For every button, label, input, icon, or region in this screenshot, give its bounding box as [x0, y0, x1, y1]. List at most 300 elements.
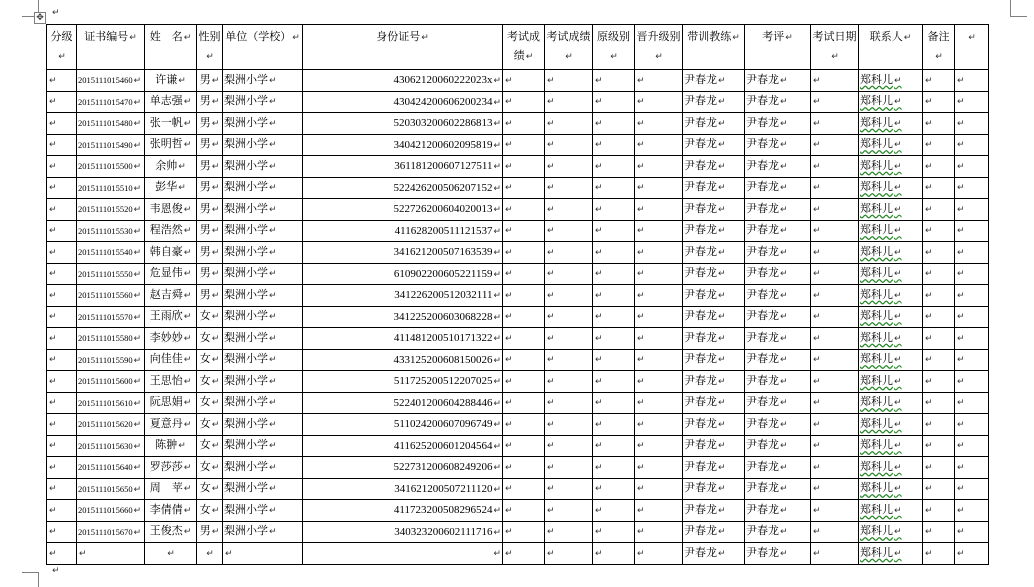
cell-empty[interactable]	[635, 156, 683, 178]
cell-empty[interactable]	[635, 521, 683, 543]
cell-examiner[interactable]	[745, 113, 811, 135]
cell-school[interactable]	[223, 220, 303, 242]
cell-contact[interactable]	[859, 156, 923, 178]
cell-empty[interactable]	[955, 349, 989, 371]
cell-school[interactable]	[223, 543, 303, 565]
cell-empty[interactable]	[503, 543, 545, 565]
cell-contact[interactable]	[859, 349, 923, 371]
cell-empty[interactable]	[593, 392, 635, 414]
cell-empty[interactable]	[593, 500, 635, 522]
cell-contact[interactable]	[859, 134, 923, 156]
cell-empty[interactable]	[47, 285, 77, 307]
cell-school[interactable]	[223, 91, 303, 113]
cell-empty[interactable]	[545, 349, 593, 371]
cell-empty[interactable]	[47, 371, 77, 393]
cell-name[interactable]	[145, 156, 197, 178]
cell-school[interactable]	[223, 199, 303, 221]
cell-empty[interactable]	[923, 392, 955, 414]
cell-examiner[interactable]	[745, 414, 811, 436]
cell-empty[interactable]	[811, 263, 859, 285]
cell-gender[interactable]	[197, 435, 223, 457]
cell-empty[interactable]	[503, 70, 545, 92]
cell-cert[interactable]	[77, 285, 145, 307]
cell-contact[interactable]	[859, 242, 923, 264]
cell-empty[interactable]	[811, 220, 859, 242]
cell-gender[interactable]	[197, 113, 223, 135]
cell-empty[interactable]	[955, 177, 989, 199]
cell-gender[interactable]	[197, 91, 223, 113]
cell-cert[interactable]	[77, 457, 145, 479]
cell-empty[interactable]	[545, 306, 593, 328]
cell-school[interactable]	[223, 113, 303, 135]
cell-empty[interactable]	[811, 134, 859, 156]
cell-empty[interactable]	[47, 156, 77, 178]
cell-empty[interactable]	[635, 70, 683, 92]
cell-empty[interactable]	[47, 435, 77, 457]
cell-empty[interactable]	[955, 543, 989, 565]
cell-empty[interactable]	[545, 285, 593, 307]
cell-empty[interactable]	[955, 220, 989, 242]
cell-empty[interactable]	[811, 521, 859, 543]
cell-empty[interactable]	[593, 70, 635, 92]
cell-examiner[interactable]	[745, 177, 811, 199]
cell-id[interactable]	[303, 70, 503, 92]
cell-coach[interactable]	[683, 242, 745, 264]
cell-school[interactable]	[223, 306, 303, 328]
cell-empty[interactable]	[955, 156, 989, 178]
cell-school[interactable]	[223, 435, 303, 457]
cell-coach[interactable]	[683, 414, 745, 436]
cell-name[interactable]	[145, 242, 197, 264]
cell-empty[interactable]	[503, 220, 545, 242]
cell-empty[interactable]	[635, 392, 683, 414]
cell-examiner[interactable]	[745, 134, 811, 156]
cell-examiner[interactable]	[745, 306, 811, 328]
cell-examiner[interactable]	[745, 521, 811, 543]
cell-contact[interactable]	[859, 199, 923, 221]
cell-empty[interactable]	[47, 91, 77, 113]
cell-id[interactable]	[303, 263, 503, 285]
cell-coach[interactable]	[683, 478, 745, 500]
cell-name[interactable]	[145, 328, 197, 350]
cell-empty[interactable]	[635, 435, 683, 457]
cell-gender[interactable]	[197, 156, 223, 178]
cell-empty[interactable]	[635, 371, 683, 393]
cell-empty[interactable]	[503, 500, 545, 522]
cell-school[interactable]	[223, 392, 303, 414]
cell-school[interactable]	[223, 263, 303, 285]
cell-cert[interactable]	[77, 156, 145, 178]
cell-empty[interactable]	[923, 134, 955, 156]
cell-empty[interactable]	[955, 414, 989, 436]
cell-empty[interactable]	[593, 177, 635, 199]
cell-gender[interactable]	[197, 521, 223, 543]
cell-empty[interactable]	[955, 134, 989, 156]
cell-name[interactable]	[145, 263, 197, 285]
cell-empty[interactable]	[955, 371, 989, 393]
cell-empty[interactable]	[811, 91, 859, 113]
cell-empty[interactable]	[593, 521, 635, 543]
cell-empty[interactable]	[593, 91, 635, 113]
cell-empty[interactable]	[593, 328, 635, 350]
cell-empty[interactable]	[545, 328, 593, 350]
cell-id[interactable]	[303, 392, 503, 414]
cell-coach[interactable]	[683, 392, 745, 414]
cell-examiner[interactable]	[745, 392, 811, 414]
cell-contact[interactable]	[859, 328, 923, 350]
cell-school[interactable]	[223, 349, 303, 371]
cell-gender[interactable]	[197, 414, 223, 436]
cell-gender[interactable]	[197, 543, 223, 565]
cell-gender[interactable]	[197, 242, 223, 264]
cell-empty[interactable]	[923, 328, 955, 350]
cell-empty[interactable]	[545, 70, 593, 92]
cell-contact[interactable]	[859, 177, 923, 199]
cell-id[interactable]	[303, 220, 503, 242]
cell-gender[interactable]	[197, 478, 223, 500]
cell-name[interactable]	[145, 177, 197, 199]
cell-examiner[interactable]	[745, 285, 811, 307]
cell-school[interactable]	[223, 500, 303, 522]
cell-empty[interactable]	[503, 263, 545, 285]
cell-empty[interactable]	[503, 478, 545, 500]
cell-empty[interactable]	[635, 91, 683, 113]
cell-coach[interactable]	[683, 371, 745, 393]
cell-empty[interactable]	[47, 306, 77, 328]
cell-cert[interactable]	[77, 543, 145, 565]
cell-empty[interactable]	[545, 478, 593, 500]
cell-cert[interactable]	[77, 134, 145, 156]
cell-empty[interactable]	[635, 113, 683, 135]
cell-cert[interactable]	[77, 328, 145, 350]
cell-coach[interactable]	[683, 91, 745, 113]
cell-empty[interactable]	[545, 414, 593, 436]
cell-empty[interactable]	[923, 220, 955, 242]
cell-cert[interactable]	[77, 392, 145, 414]
cell-empty[interactable]	[545, 220, 593, 242]
cell-empty[interactable]	[47, 521, 77, 543]
cell-empty[interactable]	[47, 414, 77, 436]
cell-empty[interactable]	[545, 500, 593, 522]
cell-empty[interactable]	[923, 70, 955, 92]
cell-empty[interactable]	[635, 349, 683, 371]
cell-empty[interactable]	[545, 91, 593, 113]
cell-school[interactable]	[223, 156, 303, 178]
cell-name[interactable]	[145, 414, 197, 436]
cell-cert[interactable]	[77, 435, 145, 457]
cell-empty[interactable]	[503, 521, 545, 543]
cell-id[interactable]	[303, 435, 503, 457]
cell-empty[interactable]	[955, 285, 989, 307]
cell-empty[interactable]	[593, 113, 635, 135]
cell-name[interactable]	[145, 70, 197, 92]
cell-school[interactable]	[223, 328, 303, 350]
cell-id[interactable]	[303, 349, 503, 371]
cell-empty[interactable]	[545, 392, 593, 414]
cell-coach[interactable]	[683, 134, 745, 156]
cell-empty[interactable]	[503, 199, 545, 221]
cell-empty[interactable]	[955, 242, 989, 264]
cell-empty[interactable]	[503, 306, 545, 328]
cell-empty[interactable]	[503, 435, 545, 457]
cell-empty[interactable]	[923, 435, 955, 457]
cell-name[interactable]	[145, 521, 197, 543]
cell-empty[interactable]	[811, 500, 859, 522]
cell-school[interactable]	[223, 521, 303, 543]
cell-empty[interactable]	[955, 521, 989, 543]
cell-empty[interactable]	[503, 414, 545, 436]
cell-cert[interactable]	[77, 500, 145, 522]
cell-empty[interactable]	[955, 91, 989, 113]
cell-id[interactable]	[303, 457, 503, 479]
cell-empty[interactable]	[635, 306, 683, 328]
cell-gender[interactable]	[197, 349, 223, 371]
cell-empty[interactable]	[47, 242, 77, 264]
cell-empty[interactable]	[635, 543, 683, 565]
cell-empty[interactable]	[811, 70, 859, 92]
cell-school[interactable]	[223, 242, 303, 264]
cell-school[interactable]	[223, 134, 303, 156]
cell-name[interactable]	[145, 478, 197, 500]
cell-empty[interactable]	[811, 328, 859, 350]
cell-empty[interactable]	[635, 500, 683, 522]
cell-empty[interactable]	[593, 156, 635, 178]
cell-empty[interactable]	[545, 263, 593, 285]
cell-id[interactable]	[303, 177, 503, 199]
cell-school[interactable]	[223, 457, 303, 479]
cell-contact[interactable]	[859, 457, 923, 479]
cell-id[interactable]	[303, 543, 503, 565]
cell-empty[interactable]	[593, 285, 635, 307]
cell-coach[interactable]	[683, 263, 745, 285]
cell-school[interactable]	[223, 70, 303, 92]
cell-empty[interactable]	[545, 435, 593, 457]
cell-empty[interactable]	[503, 177, 545, 199]
cell-examiner[interactable]	[745, 478, 811, 500]
cell-coach[interactable]	[683, 156, 745, 178]
cell-empty[interactable]	[47, 263, 77, 285]
cell-id[interactable]	[303, 500, 503, 522]
cell-id[interactable]	[303, 91, 503, 113]
cell-empty[interactable]	[811, 457, 859, 479]
cell-empty[interactable]	[635, 242, 683, 264]
cell-empty[interactable]	[593, 371, 635, 393]
cell-examiner[interactable]	[745, 242, 811, 264]
cell-empty[interactable]	[923, 478, 955, 500]
cell-gender[interactable]	[197, 457, 223, 479]
cell-empty[interactable]	[545, 134, 593, 156]
cell-empty[interactable]	[545, 457, 593, 479]
cell-empty[interactable]	[811, 113, 859, 135]
cell-empty[interactable]	[47, 328, 77, 350]
cell-contact[interactable]	[859, 113, 923, 135]
cell-coach[interactable]	[683, 220, 745, 242]
cell-coach[interactable]	[683, 177, 745, 199]
cell-empty[interactable]	[923, 285, 955, 307]
cell-empty[interactable]	[503, 156, 545, 178]
cell-cert[interactable]	[77, 70, 145, 92]
cell-cert[interactable]	[77, 349, 145, 371]
cell-examiner[interactable]	[745, 91, 811, 113]
cell-coach[interactable]	[683, 543, 745, 565]
cell-coach[interactable]	[683, 521, 745, 543]
cell-empty[interactable]	[593, 263, 635, 285]
cell-coach[interactable]	[683, 113, 745, 135]
cell-contact[interactable]	[859, 220, 923, 242]
cell-empty[interactable]	[545, 113, 593, 135]
cell-empty[interactable]	[47, 457, 77, 479]
cell-empty[interactable]	[923, 113, 955, 135]
cell-empty[interactable]	[635, 263, 683, 285]
cell-empty[interactable]	[923, 371, 955, 393]
cell-contact[interactable]	[859, 263, 923, 285]
cell-empty[interactable]	[635, 478, 683, 500]
cell-empty[interactable]	[811, 285, 859, 307]
cell-id[interactable]	[303, 478, 503, 500]
cell-school[interactable]	[223, 478, 303, 500]
cell-contact[interactable]	[859, 435, 923, 457]
cell-empty[interactable]	[923, 306, 955, 328]
cell-empty[interactable]	[47, 70, 77, 92]
cell-empty[interactable]	[811, 199, 859, 221]
cell-name[interactable]	[145, 392, 197, 414]
cell-empty[interactable]	[503, 134, 545, 156]
cell-coach[interactable]	[683, 457, 745, 479]
cell-id[interactable]	[303, 156, 503, 178]
cell-cert[interactable]	[77, 414, 145, 436]
cell-gender[interactable]	[197, 328, 223, 350]
cell-cert[interactable]	[77, 478, 145, 500]
cell-examiner[interactable]	[745, 543, 811, 565]
cell-examiner[interactable]	[745, 457, 811, 479]
cell-empty[interactable]	[955, 328, 989, 350]
cell-empty[interactable]	[593, 543, 635, 565]
cell-coach[interactable]	[683, 435, 745, 457]
cell-cert[interactable]	[77, 371, 145, 393]
cell-empty[interactable]	[545, 521, 593, 543]
cell-empty[interactable]	[923, 177, 955, 199]
cell-examiner[interactable]	[745, 500, 811, 522]
cell-empty[interactable]	[503, 285, 545, 307]
cell-empty[interactable]	[923, 521, 955, 543]
cell-empty[interactable]	[811, 156, 859, 178]
cell-empty[interactable]	[923, 156, 955, 178]
cell-empty[interactable]	[593, 220, 635, 242]
cell-name[interactable]	[145, 306, 197, 328]
cell-coach[interactable]	[683, 70, 745, 92]
cell-empty[interactable]	[545, 177, 593, 199]
cell-gender[interactable]	[197, 306, 223, 328]
cell-gender[interactable]	[197, 371, 223, 393]
cell-empty[interactable]	[503, 113, 545, 135]
cell-gender[interactable]	[197, 392, 223, 414]
cell-empty[interactable]	[503, 392, 545, 414]
cell-empty[interactable]	[955, 113, 989, 135]
cell-empty[interactable]	[47, 478, 77, 500]
cell-cert[interactable]	[77, 220, 145, 242]
cell-gender[interactable]	[197, 134, 223, 156]
cell-name[interactable]	[145, 543, 197, 565]
cell-empty[interactable]	[593, 414, 635, 436]
cell-contact[interactable]	[859, 478, 923, 500]
cell-empty[interactable]	[923, 457, 955, 479]
cell-empty[interactable]	[955, 306, 989, 328]
cell-coach[interactable]	[683, 349, 745, 371]
cell-id[interactable]	[303, 134, 503, 156]
cell-empty[interactable]	[503, 349, 545, 371]
cell-contact[interactable]	[859, 371, 923, 393]
cell-cert[interactable]	[77, 263, 145, 285]
cell-contact[interactable]	[859, 500, 923, 522]
cell-school[interactable]	[223, 177, 303, 199]
cell-name[interactable]	[145, 435, 197, 457]
cell-coach[interactable]	[683, 500, 745, 522]
cell-examiner[interactable]	[745, 263, 811, 285]
cell-empty[interactable]	[811, 392, 859, 414]
cell-empty[interactable]	[955, 457, 989, 479]
cell-empty[interactable]	[47, 177, 77, 199]
cell-empty[interactable]	[923, 500, 955, 522]
cell-empty[interactable]	[923, 242, 955, 264]
cell-empty[interactable]	[635, 134, 683, 156]
cell-name[interactable]	[145, 220, 197, 242]
cell-contact[interactable]	[859, 521, 923, 543]
cell-empty[interactable]	[955, 392, 989, 414]
cell-school[interactable]	[223, 371, 303, 393]
cell-contact[interactable]	[859, 306, 923, 328]
cell-gender[interactable]	[197, 70, 223, 92]
cell-empty[interactable]	[635, 414, 683, 436]
cell-gender[interactable]	[197, 220, 223, 242]
cell-contact[interactable]	[859, 70, 923, 92]
cell-cert[interactable]	[77, 306, 145, 328]
cell-contact[interactable]	[859, 543, 923, 565]
cell-cert[interactable]	[77, 242, 145, 264]
cell-empty[interactable]	[811, 242, 859, 264]
cell-contact[interactable]	[859, 91, 923, 113]
cell-contact[interactable]	[859, 285, 923, 307]
cell-id[interactable]	[303, 306, 503, 328]
cell-id[interactable]	[303, 285, 503, 307]
cell-empty[interactable]	[503, 328, 545, 350]
cell-id[interactable]	[303, 521, 503, 543]
cell-empty[interactable]	[545, 156, 593, 178]
cell-cert[interactable]	[77, 113, 145, 135]
cell-examiner[interactable]	[745, 328, 811, 350]
cell-empty[interactable]	[635, 328, 683, 350]
cell-empty[interactable]	[593, 134, 635, 156]
cell-empty[interactable]	[503, 371, 545, 393]
cell-empty[interactable]	[545, 543, 593, 565]
cell-cert[interactable]	[77, 91, 145, 113]
cell-empty[interactable]	[923, 543, 955, 565]
cell-empty[interactable]	[635, 457, 683, 479]
cell-examiner[interactable]	[745, 156, 811, 178]
cell-empty[interactable]	[635, 199, 683, 221]
cell-name[interactable]	[145, 500, 197, 522]
cell-empty[interactable]	[593, 199, 635, 221]
cell-name[interactable]	[145, 349, 197, 371]
cell-cert[interactable]	[77, 521, 145, 543]
cell-empty[interactable]	[811, 435, 859, 457]
cell-coach[interactable]	[683, 328, 745, 350]
cell-empty[interactable]	[503, 457, 545, 479]
cell-coach[interactable]	[683, 285, 745, 307]
cell-empty[interactable]	[593, 306, 635, 328]
table-move-handle-icon[interactable]: ✥	[34, 12, 46, 24]
cell-empty[interactable]	[545, 199, 593, 221]
cell-cert[interactable]	[77, 199, 145, 221]
